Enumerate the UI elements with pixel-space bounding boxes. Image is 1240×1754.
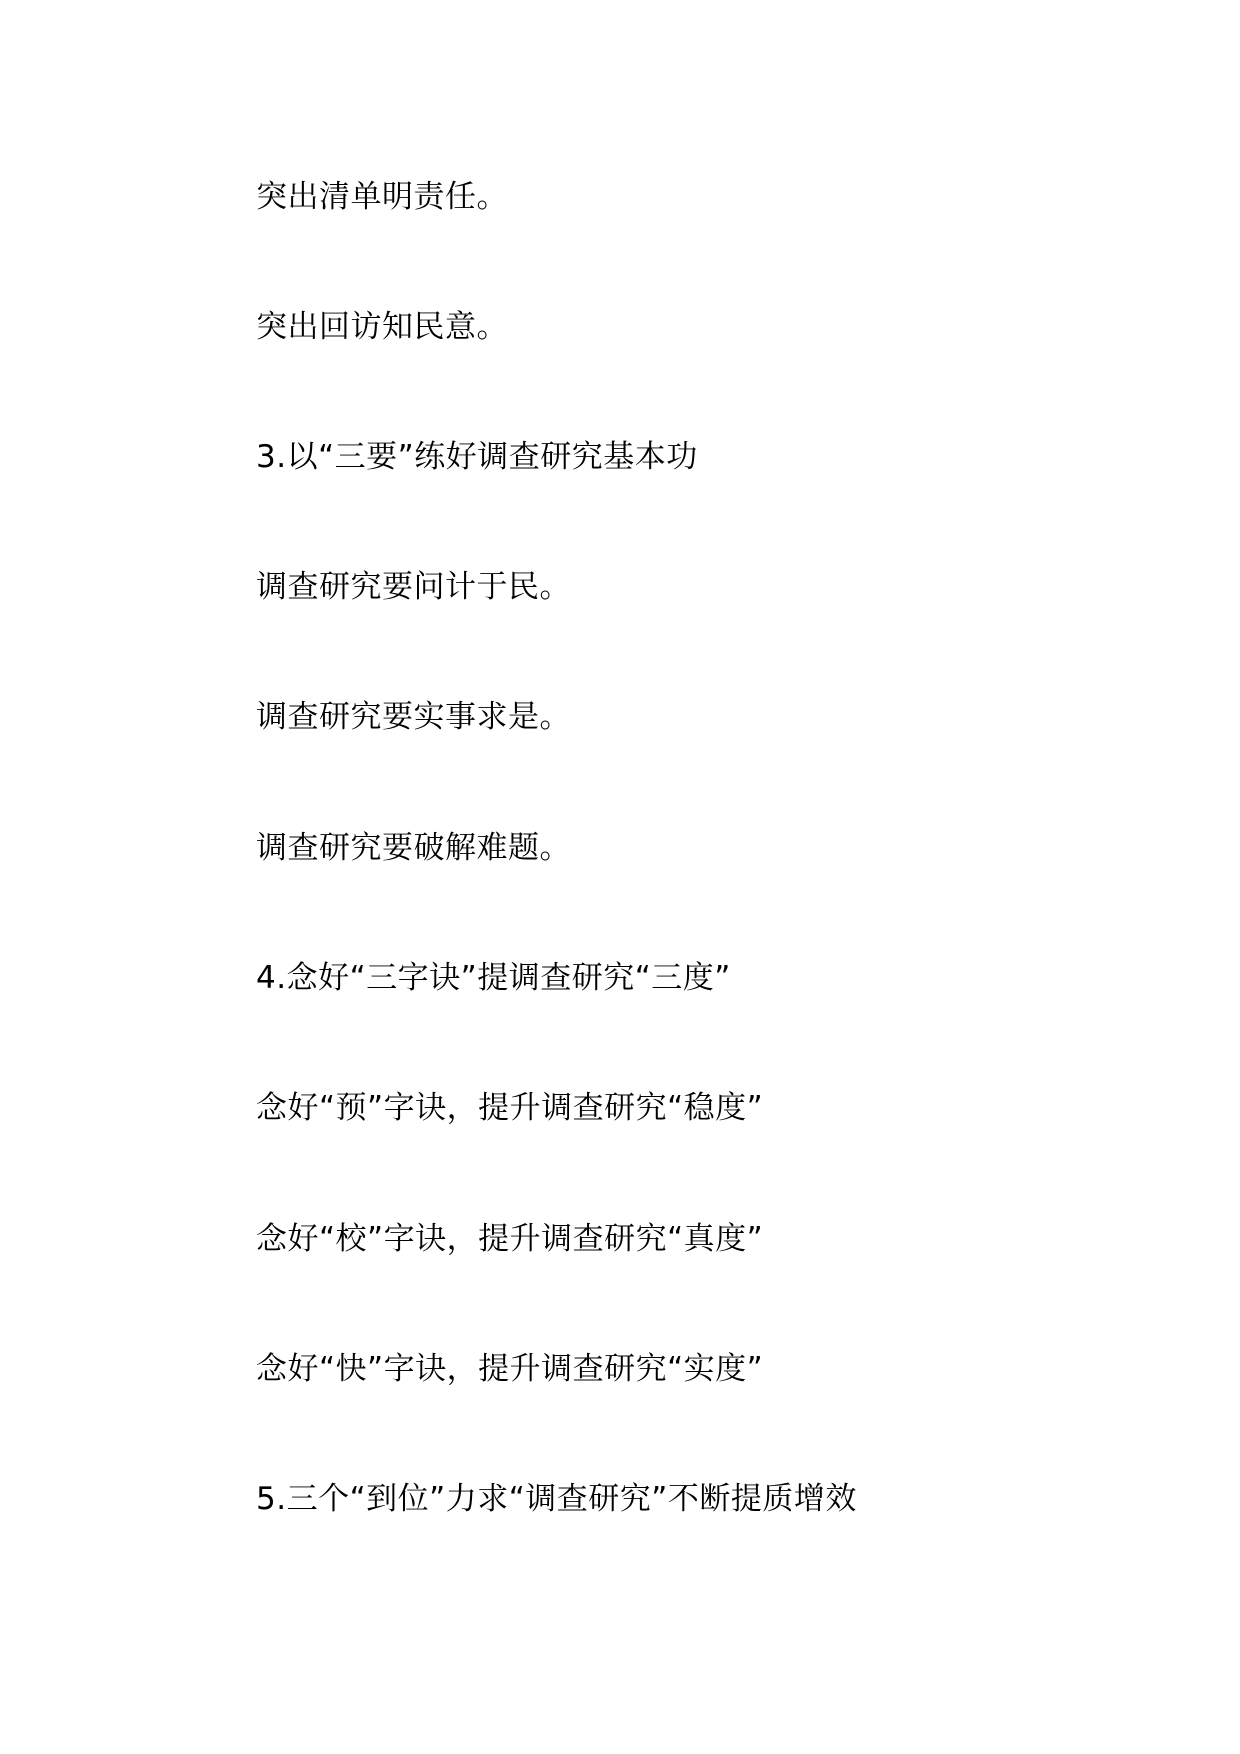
paragraph-line: 突出回访知民意。: [256, 309, 508, 345]
section-heading: 3.以“三要”练好调查研究基本功: [256, 439, 698, 475]
paragraph-line: 念好“预”字诀，提升调查研究“稳度”: [256, 1090, 764, 1126]
paragraph-line: 念好“快”字诀，提升调查研究“实度”: [256, 1351, 764, 1387]
paragraph-line: 念好“校”字诀，提升调查研究“真度”: [256, 1221, 764, 1257]
section-heading: 4.念好“三字诀”提调查研究“三度”: [256, 960, 731, 996]
section-heading: 5.三个“到位”力求“调查研究”不断提质增效: [256, 1481, 857, 1517]
paragraph-line: 突出清单明责任。: [256, 179, 508, 215]
paragraph-line: 调查研究要破解难题。: [256, 830, 571, 866]
paragraph-line: 调查研究要问计于民。: [256, 569, 571, 605]
paragraph-line: 调查研究要实事求是。: [256, 699, 571, 735]
